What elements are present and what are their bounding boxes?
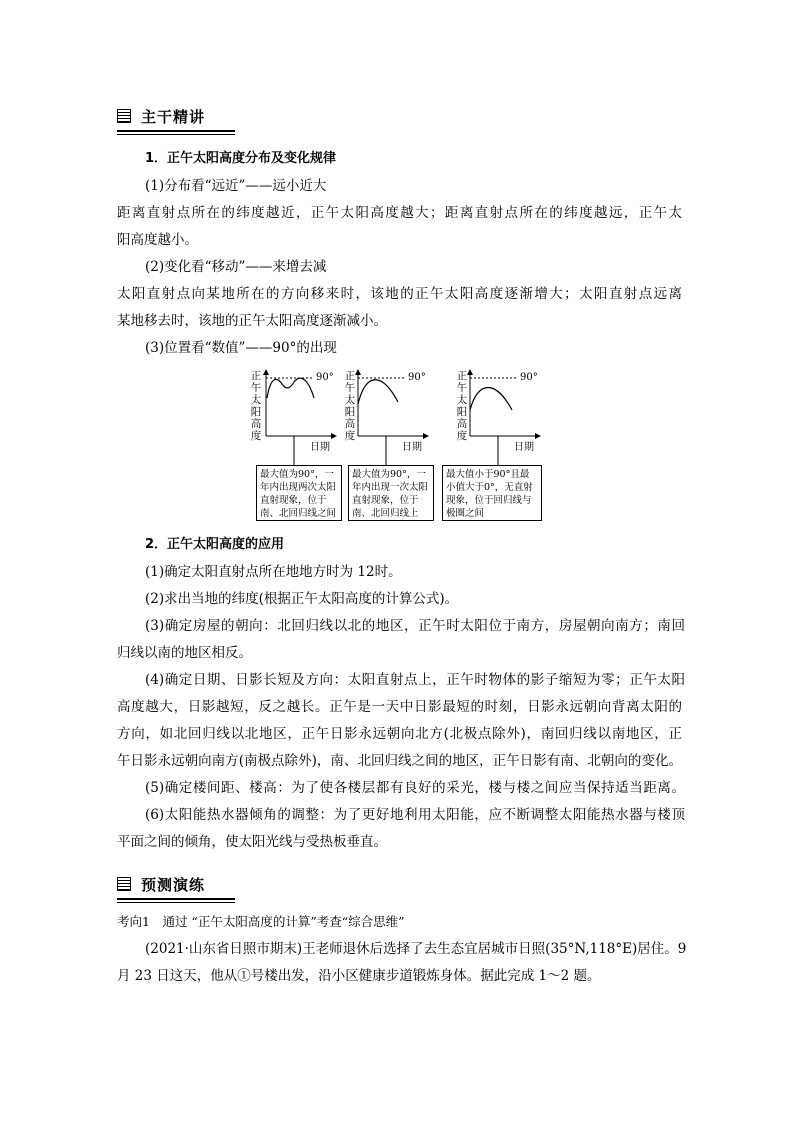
application-4-cont-1: 高度越大，日影越短，反之越长。正午是一天中日影最短的时刻，日影永远朝向背离太阳的 bbox=[117, 699, 682, 715]
point-3-title: (3)位置看“数值”——90°的出现 bbox=[145, 340, 337, 356]
point-2-text-cont: 某地移去时，该地的正午太阳高度逐渐减小。 bbox=[117, 313, 387, 329]
diagram-1-90-mark: 90° bbox=[316, 372, 334, 383]
application-4: (4)确定日期、日影长短及方向：太阳直射点上，正午时物体的影子缩短为零；正午太阳 bbox=[145, 672, 685, 688]
application-4-cont-2: 方向，如北回归线以北地区，正午日影永远朝向北方(北极点除外)，南回归线以南地区，正 bbox=[117, 726, 682, 742]
diagram-1-caption: 最大值为90°，一年内出现两次太阳直射现象，位于南、北回归线之间 bbox=[256, 465, 342, 521]
application-3-cont: 归线以南的地区相反。 bbox=[117, 645, 252, 661]
section-header-practice bbox=[117, 872, 205, 896]
point-2-title: (2)变化看“移动”——来增去减 bbox=[145, 259, 327, 275]
application-6-cont: 平面之间的倾角，使太阳光线与受热板垂直。 bbox=[117, 834, 387, 850]
diagram-1-curve bbox=[267, 378, 314, 398]
question-stem-cont: 月 23 日这天，他从①号楼出发，沿小区健康步道锻炼身体。据此完成 1～2 题。 bbox=[117, 968, 601, 984]
application-2: (2)求出当地的纬度(根据正午太阳高度的计算公式)。 bbox=[145, 591, 459, 607]
diagram-2-ylabel: 正午太阳高度 bbox=[344, 370, 356, 442]
application-4-cont-3: 午日影永远朝向南方(南极点除外)，南、北回归线之间的地区，正午日影有南、北朝向的变化。 bbox=[117, 753, 682, 769]
diagram-3-90-mark: 90° bbox=[520, 372, 538, 383]
point-2-text: 太阳直射点向某地所在的方向移来时，该地的正午太阳高度逐渐增大；太阳直射点远离 bbox=[117, 286, 682, 302]
diagram-2-curve bbox=[358, 380, 398, 404]
section-title: 主干精讲 bbox=[141, 107, 206, 126]
point-1-text: 距离直射点所在的纬度越近，正午太阳高度越大；距离直射点所在的纬度越远，正午太 bbox=[117, 205, 682, 221]
diagram-3-xlabel: 日期 bbox=[514, 442, 534, 453]
application-3: (3)确定房屋的朝向：北回归线以北的地区，正午时太阳位于南方，房屋朝向南方；南回 bbox=[145, 618, 685, 634]
section-underline bbox=[117, 898, 235, 900]
diagram-2-caption: 最大值为90°，一年内出现一次太阳直射现象，位于南、北回归线上 bbox=[348, 465, 434, 521]
sun-altitude-diagrams bbox=[248, 368, 548, 528]
heading-2: 2．正午太阳高度的应用 bbox=[145, 537, 285, 552]
application-6: (6)太阳能热水器倾角的调整：为了更好地利用太阳能，应不断调整太阳能热水器与楼顶 bbox=[145, 807, 685, 823]
diagram-3-ylabel: 正午太阳高度 bbox=[456, 370, 468, 442]
diagram-3-caption: 最大值小于90°且最小值大于0°，无直射现象，位于回归线与极圈之间 bbox=[442, 465, 542, 521]
section-title: 预测演练 bbox=[141, 875, 206, 894]
section-marker-icon bbox=[117, 877, 131, 891]
section-underline-thin bbox=[117, 902, 235, 903]
application-1: (1)确定太阳直射点所在地地方时为 12时。 bbox=[145, 564, 402, 580]
section-underline-thin bbox=[117, 134, 235, 135]
question-stem: (2021·山东省日照市期末)王老师退休后选择了去生态宜居城市日照(35°N,118°E)居住。9 bbox=[145, 941, 687, 957]
exam-direction-title: 考向1 通过 “正午太阳高度的计算”考查“综合思维” bbox=[117, 914, 405, 929]
diagram-1-ylabel: 正午太阳高度 bbox=[250, 370, 262, 442]
point-1-title: (1)分布看“远近”——远小近大 bbox=[145, 178, 327, 194]
point-1-text-cont: 阳高度越小。 bbox=[117, 232, 198, 248]
application-5: (5)确定楼间距、楼高：为了使各楼层都有良好的采光，楼与楼之间应当保持适当距离。 bbox=[145, 780, 685, 796]
section-marker-icon bbox=[117, 109, 131, 123]
section-header-main bbox=[117, 104, 205, 128]
section-underline bbox=[117, 130, 235, 132]
diagram-2-xlabel: 日期 bbox=[402, 442, 422, 453]
diagram-2-90-mark: 90° bbox=[408, 372, 426, 383]
diagram-3-curve bbox=[470, 388, 512, 411]
diagram-1-xlabel: 日期 bbox=[310, 442, 330, 453]
heading-1: 1．正午太阳高度分布及变化规律 bbox=[145, 151, 337, 166]
